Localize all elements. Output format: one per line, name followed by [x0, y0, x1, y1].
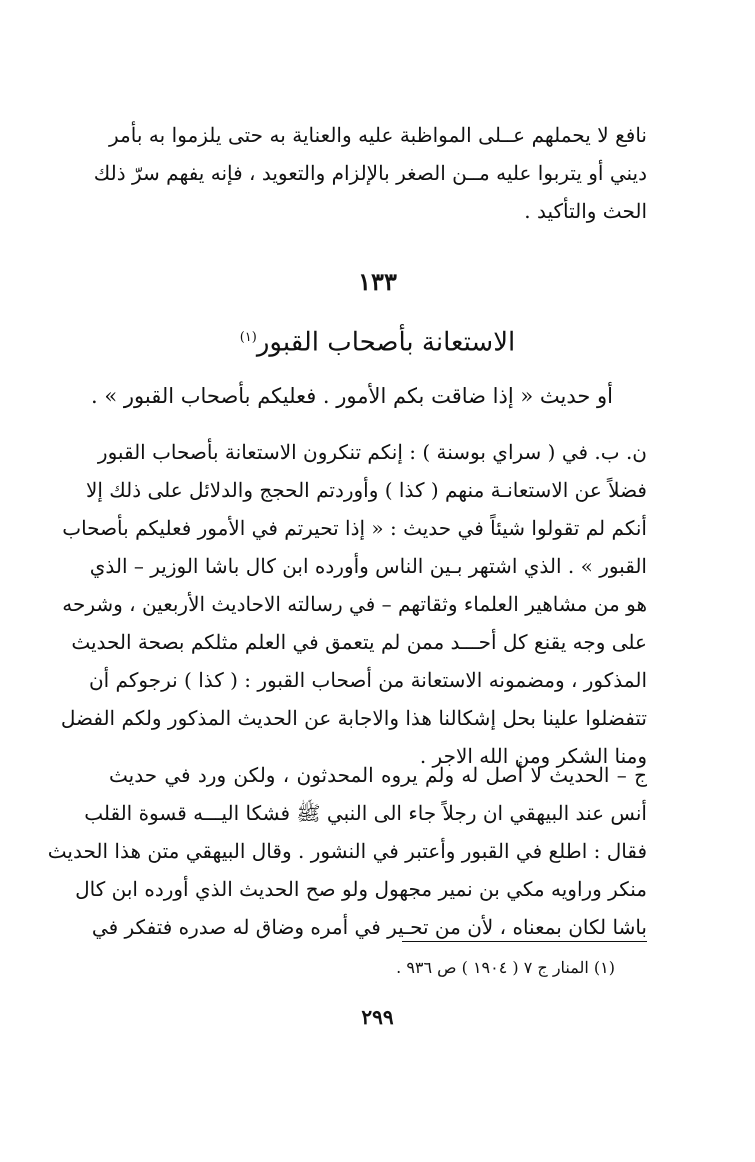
question-line: أو حديث « إذا ضاقت بكم الأمور . فعليكم بأصحاب القبور » . [91, 384, 613, 408]
section-title-text: الاستعانة بأصحاب القبور [256, 327, 516, 358]
text-line: ن. ب. في ( سراي بوسنة ) : إنكم تنكرون الاستعانة بأصحاب القبور [97, 440, 647, 464]
text-line: أنس عند البيهقي ان رجلاً جاء الى النبي ﷺ فشكا اليـــه قسوة القلب [84, 801, 647, 825]
text-line: فضلاً عن الاستعانـة منهم ( كذا ) وأوردتم الحجج والدلائل على ذلك إلا [85, 478, 647, 502]
text-line: ومنا الشكر ومن الله الاجر . [419, 744, 647, 768]
answer-paragraph [47, 756, 647, 946]
footnote: (١) المنار ج ٧ ( ١٩٠٤ ) ص ٩٣٦ . [396, 958, 615, 977]
text-line: المذكور ، ومضمونه الاستعانة من أصحاب القبور : ( كذا ) نرجوكم أن [88, 668, 647, 692]
text-line: ديني أو يتربوا عليه مــن الصغر بالإلزام والتعويد ، فإنه يفهم سرّ ذلك [93, 161, 647, 185]
text-line: فقال : اطلع في القبور وأعتبر في النشور . وقال البيهقي متن هذا الحديث [47, 839, 647, 863]
text-line: تتفضلوا علينا بحل إشكالنا هذا والاجابة عن الحديث المذكور ولكم الفضل [60, 706, 647, 730]
text-line: على وجه يقنع كل أحـــد ممن لم يتعمق في العلم مثلكم بصحة الحديث [71, 630, 647, 654]
text-line: هو من مشاهير العلماء وثقاتهم – في رسالته الاحاديث الأربعين ، وشرحه [62, 592, 647, 616]
text-line: القبور » . الذي اشتهر بـين الناس وأورده ابن كال باشا الوزير – الذي [89, 554, 647, 578]
text-line: باشا لكان بمعناه ، لأن من تحـير في أمره وضاق له صدره فتفكر في [91, 915, 647, 939]
section-title [0, 316, 755, 360]
letter-paragraph [60, 433, 647, 775]
footnote-marker: (١) [239, 330, 257, 345]
footnote-divider [402, 941, 647, 942]
text-line: نافع لا يحملهم عــلى المواظبة عليه والعناية به حتى يلزموا به بأمر [109, 123, 647, 147]
text-line: ج – الحديث لا أصل له ولم يروه المحدثون ، ولكن ورد في حديث [109, 763, 647, 787]
text-line: الحث والتأكيد . [524, 199, 647, 223]
text-line: أنكم لم تقولوا شيئاً في حديث : « إذا تحيرتم في الأمور فعليكم بأصحاب [62, 516, 647, 540]
section-number: ١٣٣ [358, 267, 397, 296]
page-number: ٢٩٩ [361, 1005, 394, 1029]
intro-paragraph [93, 116, 647, 230]
text-line: منكر وراويه مكي بن نمير مجهول ولو صح الحديث الذي أورده ابن كال [75, 877, 647, 901]
